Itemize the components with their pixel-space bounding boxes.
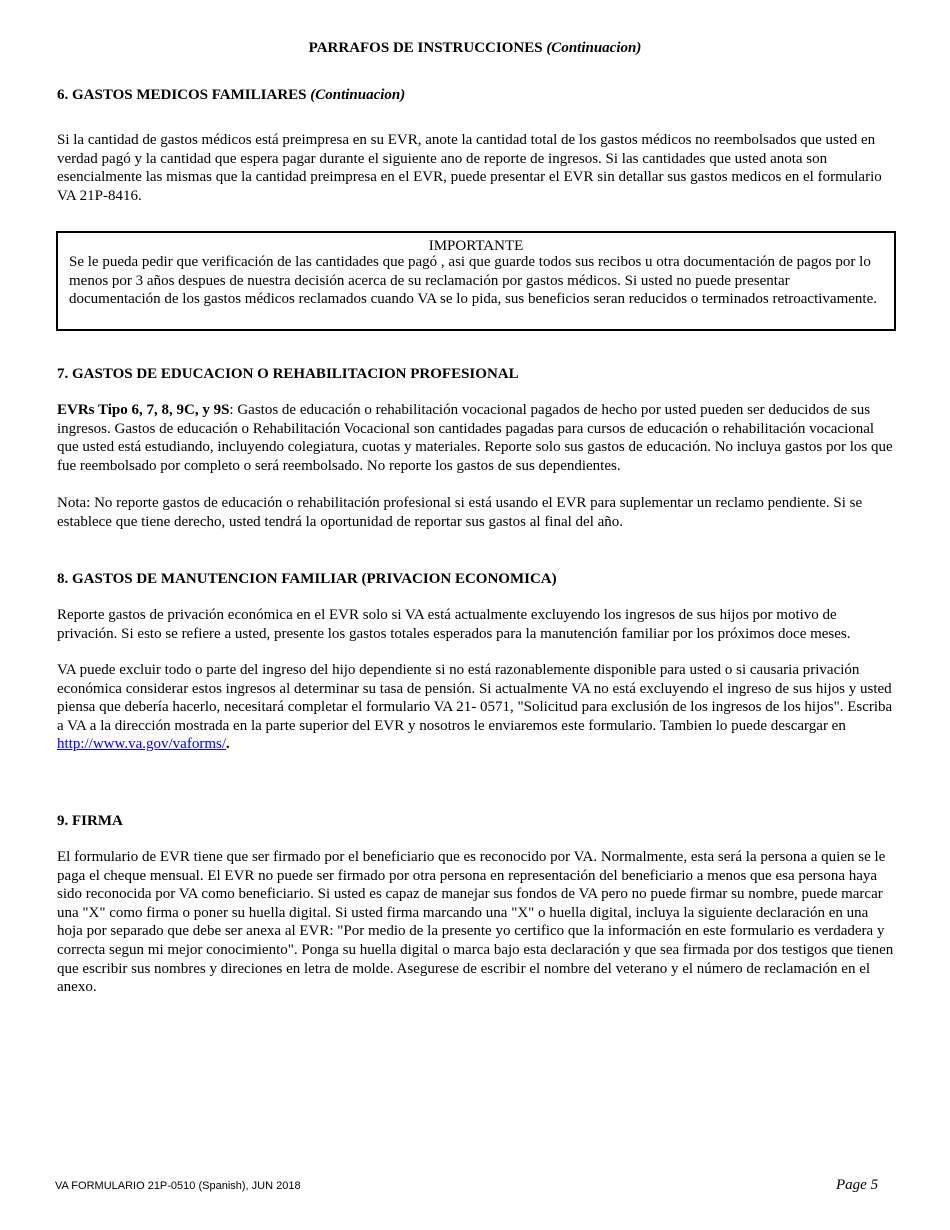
section-8-heading: 8. GASTOS DE MANUTENCION FAMILIAR (PRIVACION ECONOMICA) — [57, 571, 557, 587]
form-identifier: VA FORMULARIO 21P-0510 (Spanish), JUN 2018 — [55, 1180, 301, 1192]
section-6-paragraph: Si la cantidad de gastos médicos está preimpresa en su EVR, anote la cantidad total de los gastos médicos no reembolsados que usted en verdad pagó y la cantidad que espera pagar durante el siguiente ano de reporte de ingresos. Si las cantidades que usted anota son esencialmente las mismas que la cantidad preimpresa en el EVR, puede presentar el EVR sin detallar sus gastos medicos en el formulario VA 21P-8416. — [57, 132, 882, 204]
section-6-heading: 6. GASTOS MEDICOS FAMILIARES (Continuacion) — [57, 87, 406, 103]
important-notice-text: Se le pueda pedir que verificación de las cantidades que pagó , asi que guarde todos sus recibos u otra documentación de pagos por lo menos por 3 años despues de nuestra decisión acerca de su reclamación por gastos médicos. Si usted no puede presentar documentación de los gastos médicos reclamados cuando VA se lo pida, sus beneficios seran reducidos o terminados retroactivamente. — [69, 254, 877, 308]
section-8-paragraph-1: Reporte gastos de privación económica en el EVR solo si VA está actualmente excluyendo los ingresos de sus hijos por motivo de privación. Si esto se refiere a usted, presente los gastos totales esperados para la manutención familiar por los próximos doce meses. — [57, 607, 851, 642]
section-7-heading: 7. GASTOS DE EDUCACION O REHABILITACION PROFESIONAL — [57, 366, 519, 382]
section-9-paragraph: El formulario de EVR tiene que ser firmado por el beneficiario que es reconocido por VA. Normalmente, esta será la persona a quien se le paga el cheque mensual. El EVR no puede ser firmado por otra persona en representación del beneficiario a menos que esa persona haya sido reconocida por VA como beneficiario. Si usted es capaz de manejar sus fondos de VA pero no puede firmar su nombre, puede marcar una "X" como firma o poner su huella digital. Si usted firma marcando una "X" o huella digital, incluya la siguiente declaración en una hoja por separado que debe ser anexa al EVR: "Por medio de la presente yo certifico que la información en este formulario es verdadera y correcta segun mi mejor conocimiento". Ponga su huella digital o marca bajo esta declaración y que sea firmada por dos testigos que tienen que escribir sus nombres y direciones en letra de molde. Asegurese de escribir el nombre del veterano y el número de reclamación en el anexo. — [57, 849, 894, 996]
section-8-paragraph-2: VA puede excluir todo o parte del ingreso del hijo dependiente si no está razonablemente disponible para usted o si causaria privación económica considerar estos ingresos al determinar su tasa de pensión. Si actualmente VA no está excluyendo el ingreso de sus hijos y usted piensa que debería hacerlo, necesitará completar el formulario VA 21- 0571, "Solicitud para exclusión de los ingresos de los hijos". Escriba a VA a la dirección mostrada en la parte superior del EVR y nosotros le enviaremos este formulario. Tambien lo puede descargar en http://www.va.gov/vaforms/. — [57, 662, 893, 753]
section-7-paragraph-2: Nota: No reporte gastos de educación o rehabilitación profesional si está usando el EVR para suplementar un reclamo pendiente. Si se establece que tiene derecho, usted tendrá la oportunidad de reportar sus gastos al final del año. — [57, 495, 863, 530]
important-notice-box — [56, 231, 896, 331]
section-6-heading-continuation: (Continuacion) — [310, 87, 406, 103]
evr-types-label: EVRs Tipo 6, 7, 8, 9C, y 9S — [57, 402, 230, 418]
page-number: Page 5 — [836, 1177, 879, 1193]
vaforms-link[interactable]: http://www.va.gov/vaforms/ — [57, 736, 227, 753]
section-7-paragraph-1: EVRs Tipo 6, 7, 8, 9C, y 9S: Gastos de educación o rehabilitación vocacional pagados de hecho por usted pueden ser deducidos de sus ingresos. Gastos de educación o Rehabilitación Vocacional son cantidades pagadas para cursos de educación o rehabilitación vocacional que usted está estudiando, incluyendo colegiatura, cuotas y materiales. Reporte solo sus gastos de educación. No incluya gastos por los que fue reembolsado por completo o será reembolsado. No reporte los gastos de sus dependientes. — [57, 402, 893, 474]
page-title-continuation: (Continuacion) — [546, 40, 642, 56]
page-title: PARRAFOS DE INSTRUCCIONES (Continuacion) — [308, 40, 642, 56]
section-9-heading: 9. FIRMA — [57, 813, 123, 829]
important-notice-title: IMPORTANTE — [428, 238, 524, 254]
